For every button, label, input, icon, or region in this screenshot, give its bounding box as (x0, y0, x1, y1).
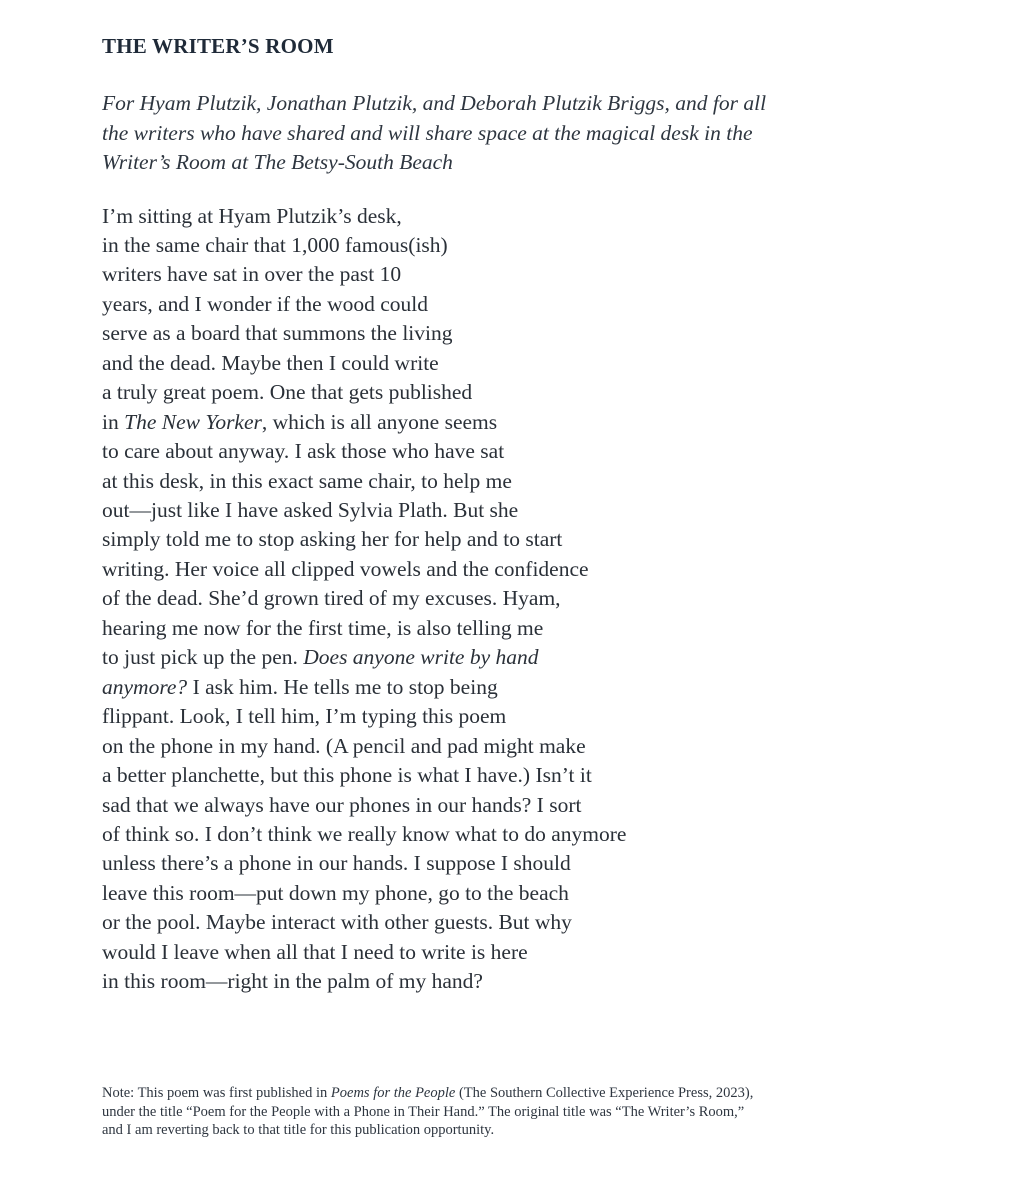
note-text: Note: This poem was first published in (102, 1085, 331, 1101)
magazine-title: The New Yorker (124, 409, 262, 434)
poem-line: hearing me now for the first time, is also telling me (102, 615, 544, 640)
poem-line: simply told me to stop asking her for help and to start (102, 527, 563, 552)
dedication (102, 89, 982, 178)
poem-line: writers have sat in over the past 10 (102, 262, 402, 287)
poem-line (102, 673, 982, 702)
poem-line: leave this room—put down my phone, go to the beach (102, 880, 569, 905)
publication-note (102, 1084, 902, 1140)
book-title: Poems for the People (330, 1085, 456, 1101)
poem-line: in this room—right in the palm of my hand? (102, 969, 483, 994)
poem-line: or the pool. Maybe interact with other guests. But why (102, 910, 572, 935)
dedication-line: For Hyam Plutzik, Jonathan Plutzik, and Deborah Plutzik Briggs, and for all (102, 91, 767, 115)
dedication-line: Writer’s Room at The Betsy-South Beach (102, 150, 453, 174)
poem-line: out—just like I have asked Sylvia Plath. But she (102, 498, 519, 523)
poem-line: at this desk, in this exact same chair, to help me (102, 468, 512, 493)
poem-line: of think so. I don’t think we really know what to do anymore (102, 822, 627, 847)
poem-line: on the phone in my hand. (A pencil and pad might make (102, 733, 586, 758)
poem-text: I ask him. He tells me to stop being (187, 674, 498, 699)
poem-line: a truly great poem. One that gets published (102, 380, 473, 405)
poem-line: unless there’s a phone in our hands. I suppose I should (102, 851, 571, 876)
note-line: under the title “Poem for the People with a Phone in Their Hand.” The original title was “The Writer’s Room,” (102, 1103, 745, 1120)
poem-text: , which is all anyone seems (261, 409, 498, 434)
poem-line: in the same chair that 1,000 famous(ish) (102, 232, 448, 257)
poem-line: would I leave when all that I need to write is here (102, 939, 528, 964)
dedication-line: the writers who have shared and will share space at the magical desk in the (102, 120, 753, 145)
poem-text: in (102, 409, 125, 434)
document-page (102, 30, 982, 997)
italic-question: Does anyone write by hand (303, 645, 539, 670)
poem-line: to care about anyway. I ask those who have sat (102, 439, 505, 464)
poem-line: I’m sitting at Hyam Plutzik’s desk, (102, 203, 402, 228)
note-line: and I am reverting back to that title for this publication opportunity. (102, 1122, 495, 1138)
poem-line: flippant. Look, I tell him, I’m typing this poem (102, 704, 507, 729)
poem-text: to just pick up the pen. (102, 645, 304, 670)
poem-line (102, 643, 982, 672)
poem-line: a better planchette, but this phone is what I have.) Isn’t it (102, 763, 592, 788)
poem-line: and the dead. Maybe then I could write (102, 350, 439, 375)
poem-line: writing. Her voice all clipped vowels and the confidence (102, 556, 589, 581)
italic-question: anymore? (102, 674, 188, 699)
poem-line: sad that we always have our phones in our hands? I sort (102, 792, 582, 817)
poem-line (102, 408, 982, 437)
note-line (102, 1084, 902, 1103)
note-text: (The Southern Collective Experience Press, 2023), (455, 1085, 754, 1101)
poem-title: THE WRITER’S ROOM (102, 34, 334, 58)
poem-line: years, and I wonder if the wood could (102, 291, 428, 316)
poem-line: of the dead. She’d grown tired of my excuses. Hyam, (102, 586, 561, 611)
poem-body (102, 202, 982, 997)
poem-line: serve as a board that summons the living (102, 321, 453, 346)
